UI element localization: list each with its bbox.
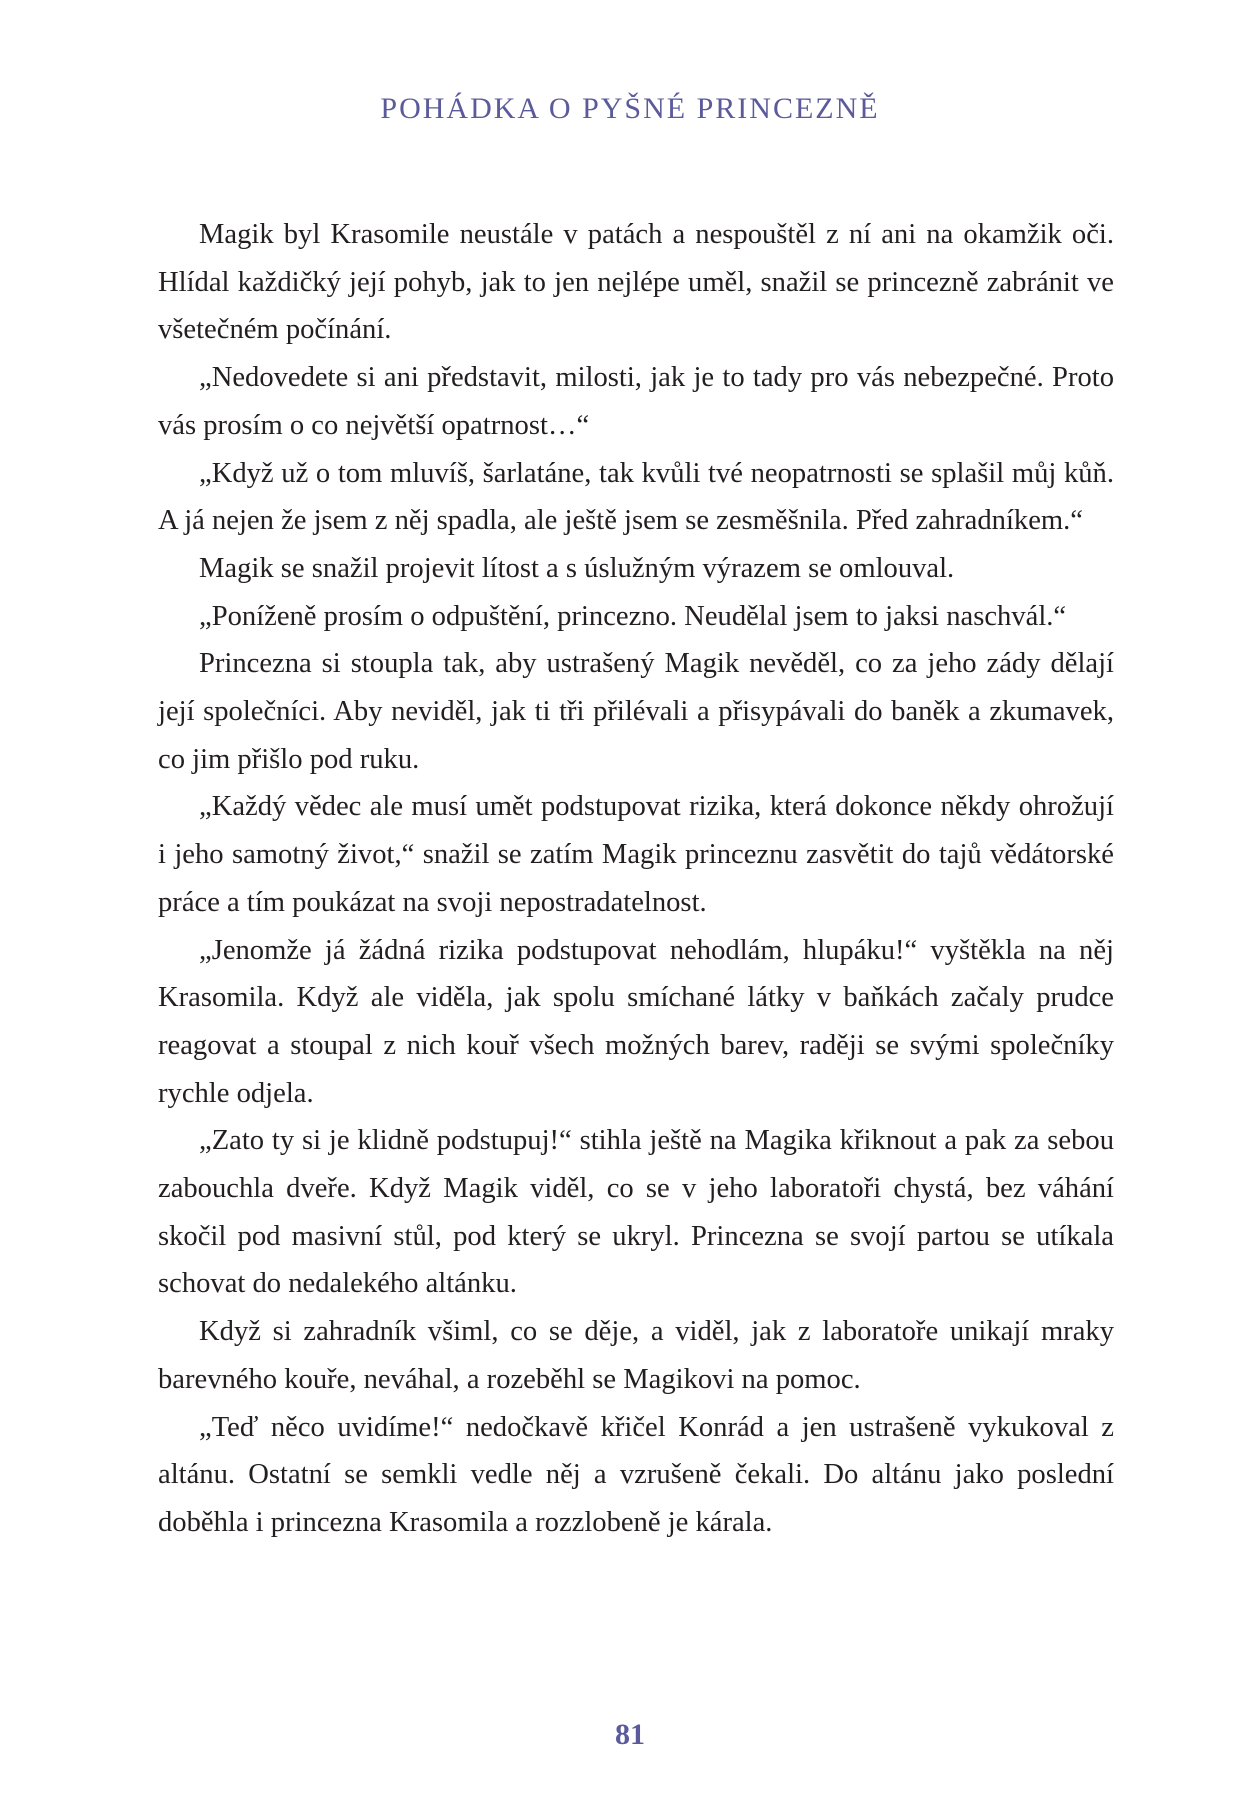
paragraph: „Teď něco uvidíme!“ nedočkavě křičel Konrád a jen ustrašeně vykukoval z altánu. Ostatní se semkli vedle něj a vzrušeně čekali. Do altánu jako poslední doběhla i princezna Krasomila a rozzlobeně je kárala. xyxy=(158,1411,1114,1538)
body-text xyxy=(158,211,1114,1547)
paragraph: „Každý vědec ale musí umět podstupovat rizika, která dokonce někdy ohrožují i jeho samotný život,“ snažil se zatím Magik princeznu zasvětit do tajů vědátorské práce a tím poukázat na svoji nepostradatelnost. xyxy=(158,791,1114,918)
running-title: POHÁDKA O PYŠNÉ PRINCEZNĚ xyxy=(380,92,880,125)
paragraph: „Poníženě prosím o odpuštění, princezno. Neudělal jsem to jaksi naschvál.“ xyxy=(199,600,1067,632)
paragraph: Magik se snažil projevit lítost a s úslužným výrazem se omlouval. xyxy=(199,552,955,584)
paragraph: „Nedovedete si ani představit, milosti, jak je to tady pro vás nebezpečné. Proto vás prosím o co největší opatrnost…“ xyxy=(158,362,1114,441)
paragraph: „Jenomže já žádná rizika podstupovat nehodlám, hlupáku!“ vyštěkla na něj Krasomila. Když ale viděla, jak spolu smíchané látky v baňkách začaly prudce reagovat a stoupal z nich kouř všech možných barev, raději se svými společníky rychle odjela. xyxy=(158,934,1114,1109)
paragraph: „Zato ty si je klidně podstupuj!“ stihla ještě na Magika křiknout a pak za sebou zabouchla dveře. Když Magik viděl, co se v jeho laboratoři chystá, bez váhání skočil pod masivní stůl, pod který se ukryl. Princezna se svojí partou se utíkala schovat do nedalekého altánku. xyxy=(158,1125,1114,1300)
page-number: 81 xyxy=(615,1718,645,1751)
paragraph: Princezna si stoupla tak, aby ustrašený Magik nevěděl, co za jeho zády dělají její společníci. Aby neviděl, jak ti tři přilévali a přisypávali do baněk a zkumavek, co jim přišlo pod ruku. xyxy=(158,648,1114,775)
paragraph: Magik byl Krasomile neustále v patách a nespouštěl z ní ani na okamžik oči. Hlídal každičký její pohyb, jak to jen nejlépe uměl, snažil se princezně zabránit ve všetečném počínání. xyxy=(158,219,1114,346)
paragraph: Když si zahradník všiml, co se děje, a viděl, jak z laboratoře unikají mraky barevného kouře, neváhal, a rozeběhl se Magikovi na pomoc. xyxy=(158,1316,1114,1395)
paragraph: „Když už o tom mluvíš, šarlatáne, tak kvůli tvé neopatrnosti se splašil můj kůň. A já nejen že jsem z něj spadla, ale ještě jsem se zesměšnila. Před zahradníkem.“ xyxy=(158,457,1114,537)
